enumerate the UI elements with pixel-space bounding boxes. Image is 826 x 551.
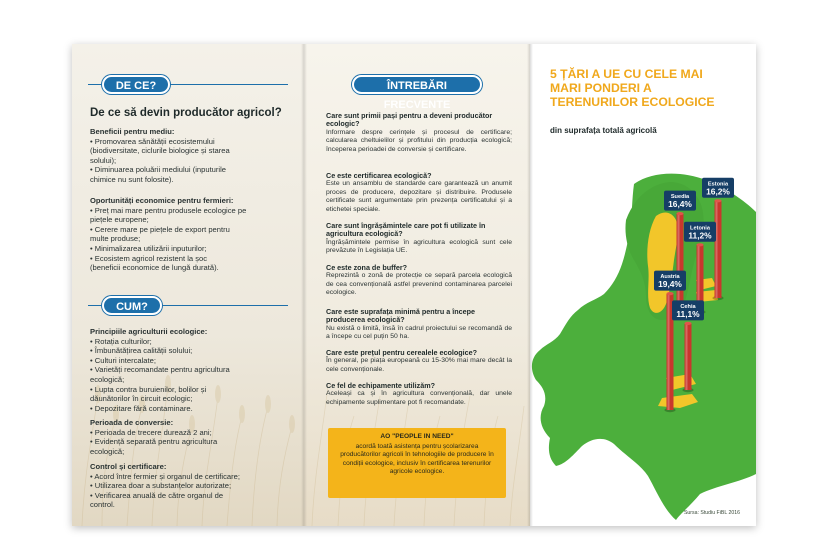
eco-opportunities-block (90, 196, 290, 273)
list-item: • Lupta contra buruienilor, bolilor și (90, 384, 207, 394)
country-name-label: Suedia (670, 194, 690, 201)
badge-faq: ÎNTREBĂRI FRECVENTE (352, 75, 482, 94)
faq-item (326, 382, 512, 407)
panel-why-how (72, 44, 304, 526)
list-item: piețele europene; (90, 215, 149, 225)
list-item: • Culturi intercalate; (90, 355, 156, 365)
country-name-label: Cehia (680, 303, 696, 310)
principles-title: Principiile agriculturii ecologice: (90, 327, 208, 336)
list-item: (beneficii economice de lungă durată). (90, 263, 219, 273)
badge-how: CUM? (102, 296, 162, 315)
country-name-label: Estonia (707, 181, 729, 188)
chart-title (550, 67, 750, 109)
chart-title-line: TERENURILOR ECOLOGICE (550, 95, 715, 109)
list-item: • Depozitare fără contaminare. (90, 403, 193, 413)
people-in-need-callout (328, 428, 506, 498)
env-benefits-block (90, 127, 290, 185)
list-item: • Varietăți recomandate pentru agricultura (90, 365, 230, 375)
value-label: 19,4% (658, 279, 682, 290)
list-item: dăunătorilor în circuit ecologic; (90, 394, 193, 404)
faq-question: Care sunt primii pași pentru a deveni producător ecologic? (326, 111, 493, 129)
label-suedia (664, 191, 696, 211)
list-item: chimice nu sunt folosite). (90, 174, 174, 184)
callout-title: AO "PEOPLE IN NEED" (380, 433, 454, 440)
list-item: ecologică; (90, 446, 125, 456)
faq-question: Care este prețul pentru cerealele ecologice? (326, 348, 477, 357)
panel-map-chart (530, 44, 756, 526)
principles-block (90, 327, 290, 413)
faq-item (326, 222, 512, 256)
label-letonia (684, 222, 716, 242)
list-item: • Evidență separată pentru agricultura (90, 437, 218, 447)
list-item: (biodiversitate, ciclurile biologice și starea (90, 146, 230, 156)
list-item: • Verificarea anuală de către organul de (90, 490, 224, 500)
brochure (72, 44, 756, 526)
list-item: solului); (90, 155, 117, 165)
list-item: • Perioada de trecere durează 2 ani; (90, 427, 212, 437)
faq-question: Ce fel de echipamente utilizăm? (326, 381, 436, 390)
faq-answer: Aceleași ca și în agricultura convențională, dar unele echipamente suplimentare pot fi recomandate. (326, 390, 512, 406)
badge-why: DE CE? (102, 75, 170, 94)
panel-faq (304, 44, 530, 526)
label-austria (654, 271, 686, 291)
list-item: ecologică; (90, 374, 125, 384)
chart-title-line: MARI PONDERI A (550, 81, 652, 95)
faq-answer: Nu există o limită, însă în cadrul proiectului se recomandă de a începe cu cel puțin 50 ha. (326, 324, 512, 341)
faq-question: Ce este zona de buffer? (326, 263, 408, 272)
eco-opportunities-title: Oportunități economice pentru fermieri: (90, 196, 234, 205)
country-name-label: Austria (660, 274, 680, 281)
value-label: 16,2% (706, 186, 730, 197)
list-item: • Minimalizarea utilizării inputurilor; (90, 243, 207, 253)
faq-item (326, 172, 512, 214)
conversion-block (90, 418, 290, 456)
chart-source: Sursa: Studiu FiBL 2016 (683, 510, 740, 516)
list-item: multe produse; (90, 234, 141, 244)
control-block (90, 462, 290, 510)
list-item: • Preț mai mare pentru produsele ecologice pe (90, 205, 247, 215)
list-item: • Diminuarea poluării mediului (inputurile (90, 165, 227, 175)
chart-subtitle: din suprafața totală agricolă (550, 126, 657, 135)
fold-shadow (527, 44, 533, 526)
faq-answer: Informare despre cerințele și procesul de certificare; calcularea cheltuielilor și profitului din producția ecologică; începerea perioadei de conversie și certificare. (326, 128, 512, 153)
section-heading: De ce să devin producător agricol? (90, 107, 282, 119)
faq-answer: Îngrășămintele permise în agricultura ecologică sunt cele prevăzute în Legislația UE. (326, 238, 512, 255)
label-cehia (672, 300, 704, 320)
list-item: • Îmbunătățirea calității solului; (90, 346, 193, 356)
faq-question: Care sunt îngrășămintele care pot fi utilizate în agricultura ecologică? (326, 221, 486, 239)
list-item: • Utilizarea doar a substanțelor autorizate; (90, 481, 232, 491)
europe-map-chart (530, 44, 756, 526)
list-item: • Acord între fermier și organul de certificare; (90, 471, 240, 481)
env-benefits-title: Beneficii pentru mediu: (90, 127, 175, 136)
value-label: 16,4% (668, 199, 692, 210)
conversion-title: Perioada de conversie: (90, 418, 174, 427)
faq-item (326, 308, 512, 342)
faq-item (326, 112, 512, 154)
fold-shadow (301, 44, 307, 526)
label-estonia (702, 178, 734, 198)
faq-item (326, 264, 512, 298)
list-item: • Promovarea sănătății ecosistemului (90, 136, 215, 146)
callout-body: acordă toată asistența pentru școlarizarea producătorilor agricoli în tehnologiile de producere în condiții ecologice, inclusiv în certificarea terenurilor agricole ecologice. (340, 442, 494, 476)
list-item: control. (90, 500, 115, 510)
chart-title-line: 5 ȚĂRI A UE CU CELE MAI (550, 67, 703, 81)
control-title: Control și certificare: (90, 462, 167, 471)
list-item: • Cerere mare pe piețele de export pentru (90, 224, 230, 234)
list-item: • Ecosistem agricol rezistent la șoc (90, 253, 208, 263)
faq-question: Care este suprafața minimă pentru a începe producerea ecologică? (326, 307, 475, 325)
faq-answer: În general, pe piața europeană cu 15-30% mai mare decât la cele convenționale. (326, 357, 512, 373)
faq-answer: Reprezintă o zonă de protecție ce separă parcela ecologică de cea convențională astfel prevenind contaminarea parcelei ecologice. (326, 272, 512, 297)
country-name-label: Letonia (690, 225, 710, 232)
faq-item (326, 349, 512, 374)
faq-question: Ce este certificarea ecologică? (326, 171, 432, 180)
value-label: 11,1% (676, 308, 700, 319)
value-label: 11,2% (688, 230, 712, 241)
faq-answer: Este un ansamblu de standarde care garantează un anumit proces de producere, depozitare și distribuire. Produsele certificate sunt argumentate prin prezența certificatului și a etichetei speciale. (326, 180, 512, 213)
list-item: • Rotația culturilor; (90, 336, 152, 346)
